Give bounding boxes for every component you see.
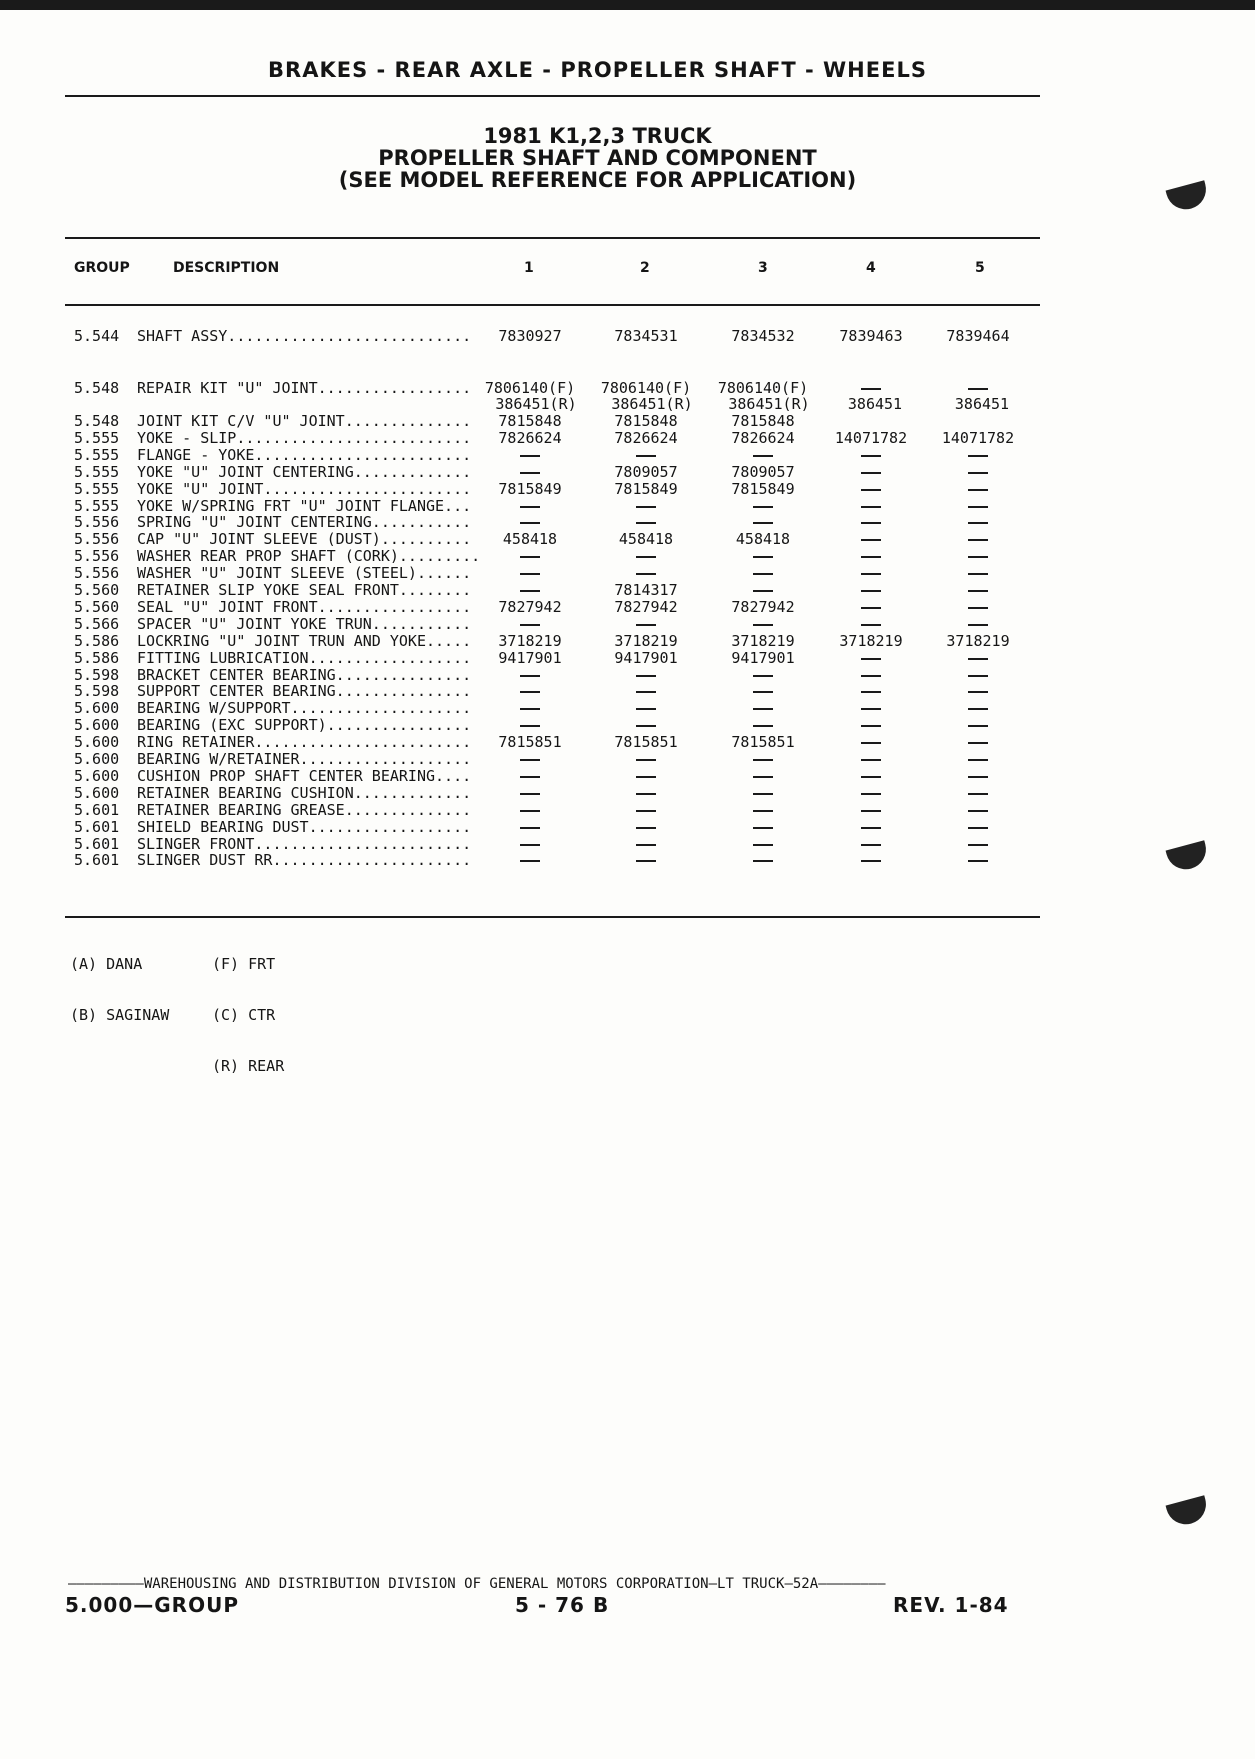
col-head-3: 3 [758,260,768,276]
empty-dash [753,810,773,812]
part-number: 3718219 [731,631,795,650]
part-number: 14071782 [834,428,908,447]
empty-dash [861,793,881,795]
row-description: SLINGER FRONT........................ [137,834,472,853]
row-group-code: 5.560 [74,581,120,599]
part-number: 7834532 [731,327,795,345]
row-group-code: 5.600 [74,716,120,735]
empty-dash [753,573,773,575]
empty-dash [861,708,881,710]
part-number: 386451(R) [611,395,693,413]
empty-dash [861,860,881,862]
row-group-code: 5.556 [74,530,120,549]
legend-item: (F) FRT [212,955,276,973]
empty-dash [520,793,540,795]
legend-item: (C) CTR [212,1006,276,1024]
part-number: 7815851 [731,733,795,752]
row-group-code: 5.555 [74,462,120,481]
empty-dash [968,691,988,693]
part-number: 7827942 [614,597,678,616]
col-head-description: DESCRIPTION [173,260,280,276]
row-group-code: 5.556 [74,547,120,566]
footer-page-number: 5 - 76 B [515,1593,610,1617]
empty-dash [520,522,540,524]
part-number: 386451 [847,395,903,413]
part-number: 7815849 [731,479,795,498]
empty-dash [753,455,773,457]
empty-dash [520,506,540,508]
empty-dash [636,810,656,812]
legend-item: (R) REAR [212,1057,285,1075]
part-number: 7815848 [614,412,678,430]
empty-dash [861,844,881,846]
row-description: WASHER REAR PROP SHAFT (CORK)......... [137,547,481,566]
part-number: 7815851 [614,733,678,752]
row-description: SEAL "U" JOINT FRONT................. [137,597,472,616]
empty-dash [861,455,881,457]
empty-dash [636,556,656,558]
empty-dash [520,827,540,829]
empty-dash [968,556,988,558]
table-top-rule [65,237,1040,239]
empty-dash [753,708,773,710]
row-description: WASHER "U" JOINT SLEEVE (STEEL)...... [137,564,472,583]
row-group-code: 5.600 [74,766,120,785]
empty-dash [753,506,773,508]
top-border [0,0,1255,10]
col-head-4: 4 [866,260,876,276]
part-number: 7809057 [731,462,795,481]
empty-dash [753,860,773,862]
row-group-code: 5.600 [74,699,120,718]
header-rule [65,95,1040,97]
legend-left [70,922,169,1041]
empty-dash [636,522,656,524]
empty-dash [753,759,773,761]
empty-dash [861,776,881,778]
row-group-code: 5.600 [74,750,120,768]
row-description: SLINGER DUST RR...................... [137,851,472,870]
page-header: BRAKES - REAR AXLE - PROPELLER SHAFT - WHEELS [268,58,927,82]
row-group-code: 5.601 [74,851,120,870]
empty-dash [753,675,773,677]
empty-dash [861,658,881,660]
empty-dash [968,522,988,524]
row-description: BEARING W/RETAINER................... [137,750,472,768]
row-description: CAP "U" JOINT SLEEVE (DUST).......... [137,530,472,549]
part-number: 386451(R) [495,395,577,413]
row-description: SPRING "U" JOINT CENTERING........... [137,513,472,532]
part-number: 7826624 [614,428,678,447]
part-number: 9417901 [731,648,795,667]
empty-dash [753,624,773,626]
row-group-code: 5.544 [74,327,120,345]
legend-item: (B) SAGINAW [70,1006,170,1024]
empty-dash [636,860,656,862]
empty-dash [753,590,773,592]
empty-dash [968,860,988,862]
empty-dash [968,506,988,508]
row-group-code: 5.555 [74,479,120,498]
part-number: 9417901 [614,648,678,667]
part-number: 7815848 [731,412,795,430]
empty-dash [968,489,988,491]
legend-item: (A) DANA [70,955,143,973]
row-description: FITTING LUBRICATION.................. [137,648,472,667]
part-number: 7815849 [498,479,562,498]
empty-dash [636,776,656,778]
empty-dash [861,472,881,474]
row-description: RETAINER BEARING GREASE.............. [137,800,472,819]
row-description: SUPPORT CENTER BEARING............... [137,682,472,701]
empty-dash [636,506,656,508]
empty-dash [636,759,656,761]
row-group-code: 5.556 [74,564,120,583]
row-description: YOKE "U" JOINT CENTERING............. [137,462,472,481]
row-description: BRACKET CENTER BEARING............... [137,665,472,684]
empty-dash [753,725,773,727]
empty-dash [861,590,881,592]
part-number: 7830927 [498,327,562,345]
row-group-code: 5.555 [74,496,120,515]
part-number: 7806140(F) [484,379,576,397]
empty-dash [753,691,773,693]
empty-dash [861,388,881,390]
row-description: YOKE W/SPRING FRT "U" JOINT FLANGE... [137,496,472,515]
row-group-code: 5.598 [74,665,120,684]
row-group-code: 5.556 [74,513,120,532]
part-number: 7809057 [614,462,678,481]
empty-dash [753,844,773,846]
empty-dash [753,776,773,778]
empty-dash [636,827,656,829]
empty-dash [861,810,881,812]
empty-dash [861,573,881,575]
empty-dash [636,691,656,693]
part-number: 7826624 [731,428,795,447]
row-description: FLANGE - YOKE........................ [137,445,472,464]
empty-dash [636,455,656,457]
row-description: YOKE "U" JOINT....................... [137,479,472,498]
empty-dash [968,658,988,660]
row-group-code: 5.555 [74,445,120,464]
footer-division-line: —————————WAREHOUSING AND DISTRIBUTION DIVISION OF GENERAL MOTORS CORPORATION—LT TRUCK—52A———————— [68,1576,886,1592]
row-group-code: 5.601 [74,817,120,836]
empty-dash [636,675,656,677]
empty-dash [968,455,988,457]
empty-dash [636,793,656,795]
col-head-1: 1 [524,260,534,276]
title-line-3: (SEE MODEL REFERENCE FOR APPLICATION) [338,168,857,192]
empty-dash [520,675,540,677]
part-number: 7815851 [498,733,562,752]
footer-revision: REV. 1-84 [893,1593,1009,1617]
col-head-5: 5 [975,260,985,276]
part-number: 7839463 [839,327,903,345]
part-number: 7839464 [946,327,1010,345]
row-group-code: 5.586 [74,648,120,667]
part-number: 458418 [735,530,791,549]
empty-dash [520,759,540,761]
part-number: 14071782 [941,428,1015,447]
row-group-code: 5.601 [74,800,120,819]
empty-dash [520,776,540,778]
empty-dash [520,844,540,846]
empty-dash [968,708,988,710]
part-number: 458418 [502,530,558,549]
empty-dash [968,844,988,846]
empty-dash [636,708,656,710]
row-description: SHAFT ASSY........................... [137,327,472,345]
empty-dash [968,607,988,609]
part-number: 7814317 [614,581,678,599]
part-number: 7806140(F) [717,379,809,397]
part-number: 3718219 [946,631,1010,650]
title-line-1: 1981 K1,2,3 TRUCK [483,124,712,148]
row-group-code: 5.548 [74,412,120,430]
row-group-code: 5.555 [74,428,120,447]
empty-dash [968,590,988,592]
empty-dash [861,539,881,541]
row-description: RING RETAINER........................ [137,733,472,752]
empty-dash [968,539,988,541]
empty-dash [861,759,881,761]
empty-dash [968,776,988,778]
empty-dash [753,556,773,558]
empty-dash [520,810,540,812]
empty-dash [968,810,988,812]
col-head-2: 2 [640,260,650,276]
row-description: CUSHION PROP SHAFT CENTER BEARING.... [137,766,472,785]
table-header-rule [65,304,1040,306]
empty-dash [520,708,540,710]
part-number: 386451 [954,395,1010,413]
empty-dash [520,573,540,575]
part-number: 7834531 [614,327,678,345]
row-description: YOKE - SLIP.......................... [137,428,472,447]
row-description: RETAINER SLIP YOKE SEAL FRONT........ [137,581,472,599]
row-group-code: 5.548 [74,379,120,397]
empty-dash [520,455,540,457]
part-number: 7815848 [498,412,562,430]
empty-dash [968,573,988,575]
row-group-code: 5.598 [74,682,120,701]
row-description: SHIELD BEARING DUST.................. [137,817,472,836]
row-group-code: 5.586 [74,631,120,650]
empty-dash [861,522,881,524]
part-number: 3718219 [498,631,562,650]
empty-dash [636,573,656,575]
empty-dash [861,556,881,558]
empty-dash [520,624,540,626]
table-bottom-rule [65,916,1040,918]
part-number: 7827942 [731,597,795,616]
legend-right [212,922,284,1092]
empty-dash [520,860,540,862]
empty-dash [968,725,988,727]
row-group-code: 5.600 [74,783,120,802]
empty-dash [520,691,540,693]
part-number: 7827942 [498,597,562,616]
empty-dash [636,844,656,846]
empty-dash [520,472,540,474]
empty-dash [520,556,540,558]
footer-group: 5.000—GROUP [65,1593,239,1617]
row-description: BEARING (EXC SUPPORT)................ [137,716,472,735]
part-number: 7806140(F) [600,379,692,397]
empty-dash [861,691,881,693]
empty-dash [861,675,881,677]
part-number: 9417901 [498,648,562,667]
part-number: 458418 [618,530,674,549]
part-number: 3718219 [614,631,678,650]
empty-dash [753,793,773,795]
punch-hole-shadow [1166,1495,1211,1529]
punch-hole-shadow [1166,840,1211,874]
part-number: 7815849 [614,479,678,498]
empty-dash [968,742,988,744]
row-description: RETAINER BEARING CUSHION............. [137,783,472,802]
row-description: SPACER "U" JOINT YOKE TRUN........... [137,614,472,633]
empty-dash [520,725,540,727]
empty-dash [636,624,656,626]
empty-dash [861,742,881,744]
empty-dash [861,489,881,491]
empty-dash [861,827,881,829]
empty-dash [861,624,881,626]
empty-dash [861,506,881,508]
part-number: 386451(R) [728,395,810,413]
part-number: 7826624 [498,428,562,447]
row-group-code: 5.560 [74,597,120,616]
row-description: LOCKRING "U" JOINT TRUN AND YOKE..... [137,631,472,650]
empty-dash [968,759,988,761]
empty-dash [968,624,988,626]
empty-dash [753,827,773,829]
row-description: BEARING W/SUPPORT.................... [137,699,472,718]
row-group-code: 5.566 [74,614,120,633]
empty-dash [968,675,988,677]
row-group-code: 5.601 [74,834,120,853]
empty-dash [968,793,988,795]
row-description: JOINT KIT C/V "U" JOINT.............. [137,412,472,430]
empty-dash [520,590,540,592]
empty-dash [861,725,881,727]
row-group-code: 5.600 [74,733,120,752]
empty-dash [861,607,881,609]
row-description: REPAIR KIT "U" JOINT................. [137,379,472,397]
empty-dash [968,388,988,390]
title-line-2: PROPELLER SHAFT AND COMPONENT [378,146,817,170]
col-head-group: GROUP [74,260,130,276]
empty-dash [636,725,656,727]
empty-dash [968,472,988,474]
empty-dash [968,827,988,829]
empty-dash [753,522,773,524]
part-number: 3718219 [839,631,903,650]
